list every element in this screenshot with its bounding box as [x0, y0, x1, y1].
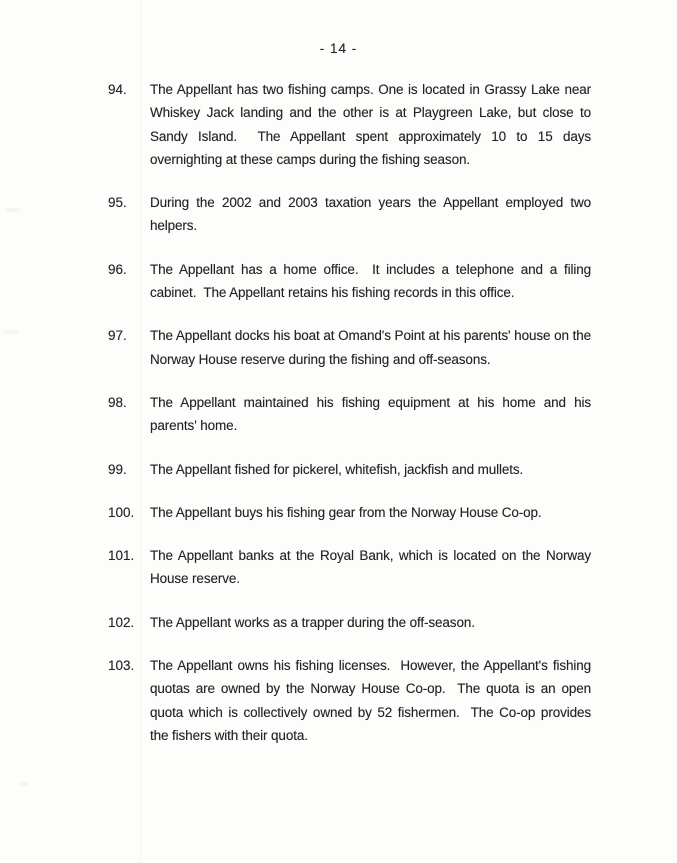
paragraph-text: The Appellant has a home office. It includes a telephone and a filing cabinet. The Appellant retains his fishing records in this office.: [150, 261, 595, 301]
paragraph-text: The Appellant works as a trapper during the off-season.: [150, 614, 475, 630]
paragraph-text: The Appellant owns his fishing licenses. However, the Appellant's fishing quotas are owned by the Norway House Co-op. The quota is an open quota which is collectively owned by 52 fishermen. The Co-op provides the fishers with their quota.: [150, 658, 595, 743]
paragraph-102: [108, 611, 591, 634]
page-number: - 14 -: [319, 41, 358, 56]
scan-artifact-smudge: [6, 208, 20, 212]
scan-artifact-smudge: [4, 330, 18, 334]
paragraph-number: 98.: [108, 394, 127, 410]
scan-artifact-smudge: [18, 782, 28, 786]
paragraph-98: [108, 391, 595, 438]
paragraph-99: [108, 458, 591, 481]
paragraph-text: The Appellant has two fishing camps. One is located in Grassy Lake near Whiskey Jack landing and the other is at Playgreen Lake, but close to Sandy Island. The Appellant spent approximately 10 to 15 days overnighting at these camps during the fishing season.: [150, 82, 595, 167]
paragraph-number: 101.: [108, 548, 135, 564]
paragraph-number: 97.: [108, 328, 127, 344]
paragraph-100: [108, 501, 591, 524]
paragraph-text: The Appellant banks at the Royal Bank, which is located on the Norway House reserve.: [150, 548, 595, 587]
paragraph-number: 94.: [108, 82, 127, 97]
paragraph-number: 99.: [108, 461, 127, 477]
paragraph-number: 96.: [108, 261, 127, 277]
paragraph-97: [108, 324, 595, 371]
paragraph-text: The Appellant buys his fishing gear from the Norway House Co-op.: [150, 504, 542, 520]
paragraph-94: [108, 78, 595, 171]
page-content: [108, 78, 595, 767]
paragraph-text: The Appellant maintained his fishing equipment at his home and his parents' home.: [150, 394, 595, 434]
paragraph-number: 103.: [108, 658, 135, 674]
paragraph-number: 95.: [108, 195, 127, 211]
paragraph-text: During the 2002 and 2003 taxation years the Appellant employed two helpers.: [150, 195, 595, 234]
paragraph-text: The Appellant docks his boat at Omand's Point at his parents' house on the Norway House reserve during the fishing and off-seasons.: [150, 328, 595, 367]
paragraph-number: 102.: [108, 614, 135, 630]
paragraph-101: [108, 544, 595, 591]
paragraph-text: The Appellant fished for pickerel, whitefish, jackfish and mullets.: [150, 461, 524, 477]
paragraph-number: 100.: [108, 504, 135, 520]
paragraph-103: [108, 654, 595, 747]
paragraph-95: [108, 191, 595, 238]
paragraph-96: [108, 258, 595, 305]
